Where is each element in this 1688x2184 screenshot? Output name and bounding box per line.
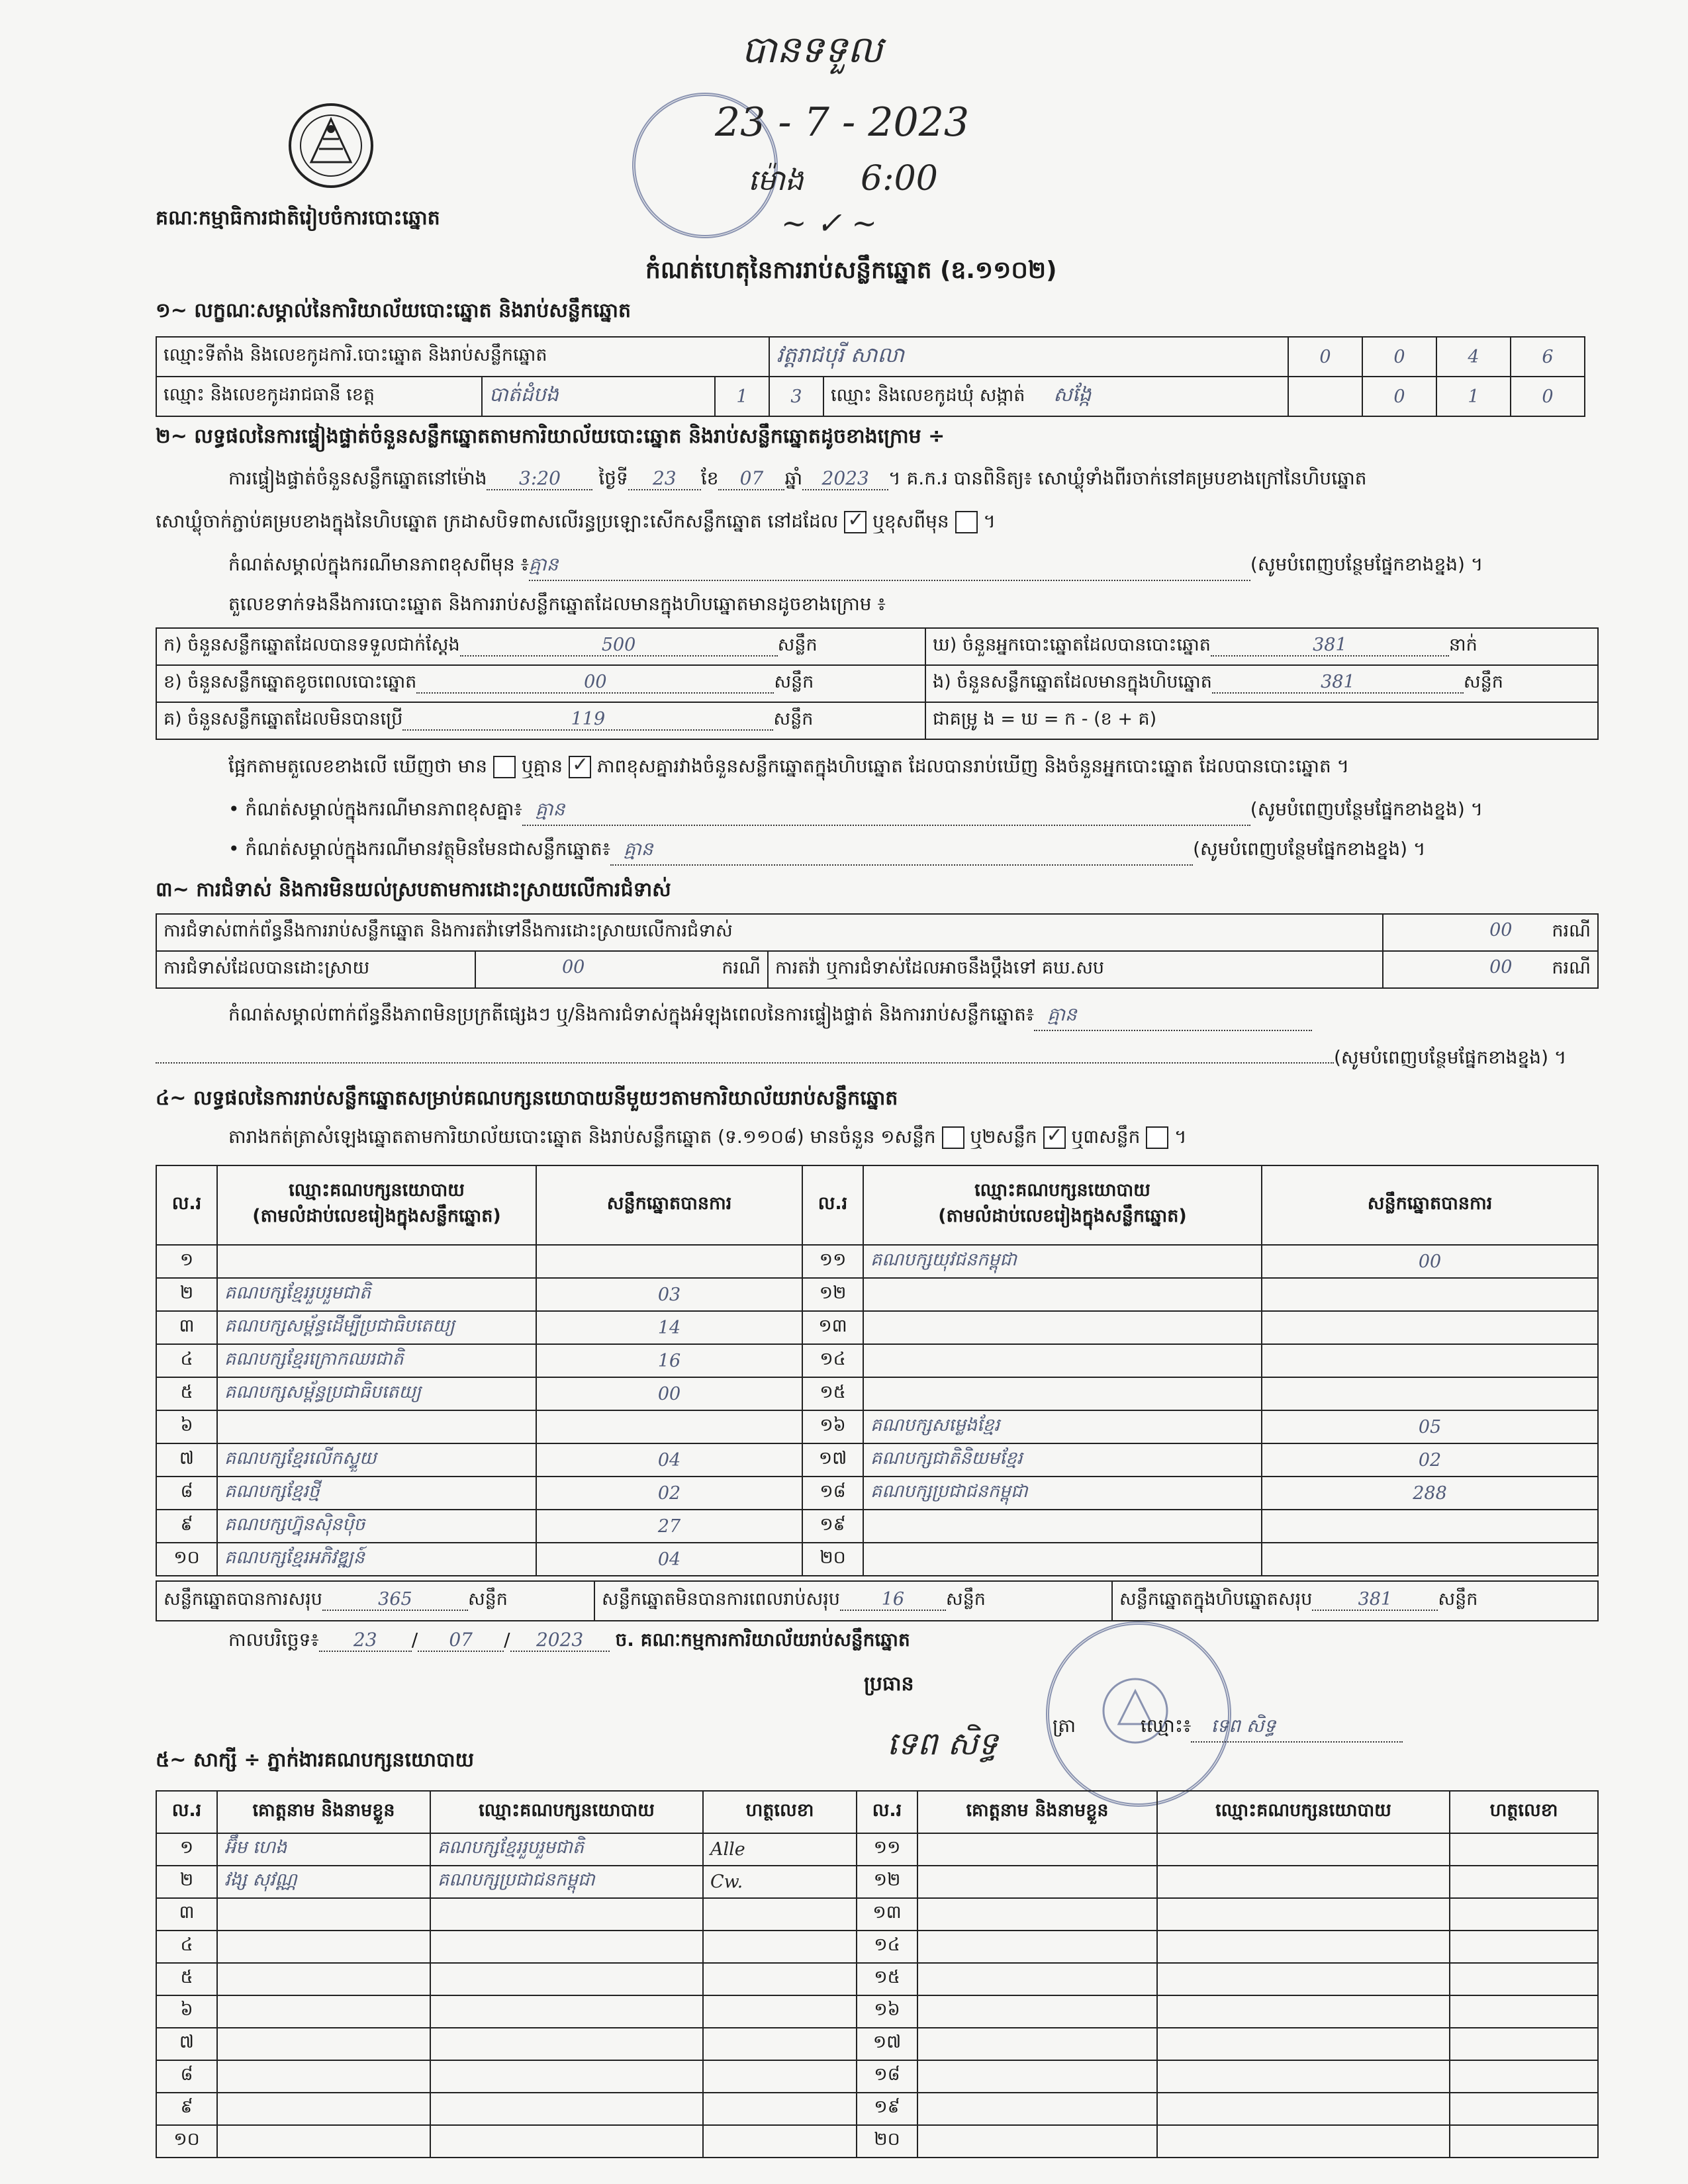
witness-no: ៦ bbox=[156, 1995, 217, 2028]
document-title: កំណត់ហេតុនៃការរាប់សន្លឹកឆ្នោត (ឧ.១១០២) bbox=[645, 257, 1057, 284]
results-party bbox=[217, 1410, 536, 1443]
results-col-party-left: ឈ្មោះគណបក្សនយោបាយ (តាមលំដាប់លេខរៀងក្នុងសន្លឹកឆ្នោត) bbox=[217, 1165, 536, 1245]
commune-code-empty bbox=[1288, 377, 1362, 416]
results-no: ១៣ bbox=[802, 1311, 863, 1344]
witness-col-sign-right: ហត្ថលេខា bbox=[1450, 1791, 1598, 1833]
results-row bbox=[156, 1410, 1598, 1443]
spoiled-ballots-cell: ខ) ចំនួនសន្លឹកឆ្នោតខូចពេលបោះឆ្នោត 00 សន្លឹក bbox=[156, 665, 925, 702]
results-row bbox=[156, 1543, 1598, 1576]
witness-col-name-right: គោត្តនាម និងនាមខ្លួន bbox=[917, 1791, 1157, 1833]
witness-signature bbox=[1450, 2093, 1598, 2125]
results-party: គណបក្សខ្មែរអភិវឌ្ឍន៍ bbox=[217, 1543, 536, 1576]
results-party bbox=[863, 1344, 1262, 1377]
witness-name bbox=[917, 1898, 1157, 1931]
witness-signature bbox=[1450, 2125, 1598, 2158]
witness-signature bbox=[703, 2028, 857, 2060]
witness-col-party-left: ឈ្មោះគណបក្សនយោបាយ bbox=[430, 1791, 703, 1833]
results-no: ១៩ bbox=[802, 1510, 863, 1543]
witness-party bbox=[430, 1898, 703, 1931]
results-party: គណបក្សប្រជាជនកម្ពុជា bbox=[863, 1477, 1262, 1510]
witness-signature bbox=[703, 1963, 857, 1995]
witness-name bbox=[217, 2028, 430, 2060]
results-no: ២ bbox=[156, 1278, 217, 1311]
results-votes bbox=[1262, 1377, 1598, 1410]
box-ballots-cell: ង) ចំនួនសន្លឹកឆ្នោតដែលមានក្នុងហិបឆ្នោត 381 សន្លឹក bbox=[925, 665, 1598, 702]
witness-row bbox=[156, 2093, 1598, 2125]
witness-party: គណបក្សខ្មែររួបរួមជាតិ bbox=[430, 1833, 703, 1866]
witness-party bbox=[1157, 2028, 1450, 2060]
witness-col-sign-left: ហត្ថលេខា bbox=[703, 1791, 857, 1833]
results-col-party-right: ឈ្មោះគណបក្សនយោបាយ (តាមលំដាប់លេខរៀងក្នុងសន្លឹកឆ្នោត) bbox=[863, 1165, 1262, 1245]
witness-name bbox=[917, 2093, 1157, 2125]
province-code-2: 3 bbox=[769, 377, 823, 416]
results-party: គណបក្សខ្មែររួបរួមជាតិ bbox=[217, 1278, 536, 1311]
resolved-label: ការជំទាស់ដែលបានដោះស្រាយ bbox=[156, 951, 475, 988]
witness-signature bbox=[1450, 1833, 1598, 1866]
witness-name bbox=[217, 1995, 430, 2028]
signing-date-line: កាលបរិច្ឆេទ៖ 23 / 07 / 2023 ច. គណៈកម្មការការិយាល័យរាប់សន្លឹកឆ្នោត bbox=[228, 1629, 910, 1651]
witness-col-party-right: ឈ្មោះគណបក្សនយោបាយ bbox=[1157, 1791, 1450, 1833]
results-col-no-left: ល.រ bbox=[156, 1165, 217, 1245]
witness-row bbox=[156, 1963, 1598, 1995]
results-votes bbox=[1262, 1278, 1598, 1311]
results-no: ២០ bbox=[802, 1543, 863, 1576]
province-code-1: 1 bbox=[715, 377, 769, 416]
change-note-line: កំណត់សម្គាល់ក្នុងករណីមានភាពខុសពីមុន ៖គ្មាន (សូមបំពេញបន្ថែមផ្នែកខាងខ្នង) ។ bbox=[228, 553, 1483, 581]
witness-no: ២០ bbox=[857, 2125, 917, 2158]
formula-cell: ជាគម្រូ ង = ឃ = ក - (ខ + គ) bbox=[925, 702, 1598, 739]
province-label: ឈ្មោះ និងលេខកូដរាជធានី ខេត្ត bbox=[156, 377, 482, 416]
results-votes bbox=[1262, 1311, 1598, 1344]
party-results-table bbox=[156, 1165, 1599, 1576]
witness-name bbox=[917, 2125, 1157, 2158]
results-no: ១០ bbox=[156, 1543, 217, 1576]
location-code-2: 0 bbox=[1362, 337, 1436, 377]
three-sheets-checkbox[interactable] bbox=[1146, 1126, 1168, 1149]
witness-party bbox=[1157, 1898, 1450, 1931]
results-votes bbox=[1262, 1543, 1598, 1576]
unchanged-checkbox[interactable] bbox=[844, 511, 867, 533]
results-votes: 16 bbox=[536, 1344, 802, 1377]
results-no: ១៦ bbox=[802, 1410, 863, 1443]
results-col-votes-right: សន្លឹកឆ្នោតបានការ bbox=[1262, 1165, 1598, 1245]
results-votes bbox=[1262, 1344, 1598, 1377]
witness-no: ១០ bbox=[156, 2125, 217, 2158]
commune-label-cell: ឈ្មោះ និងលេខកូដឃុំ សង្កាត់ សង្កែ bbox=[823, 377, 1288, 416]
results-no: ៣ bbox=[156, 1311, 217, 1344]
witness-signature bbox=[703, 2093, 857, 2125]
witness-col-no-left: ល.រ bbox=[156, 1791, 217, 1833]
results-no: ១៥ bbox=[802, 1377, 863, 1410]
nec-logo-icon bbox=[285, 99, 377, 192]
received-time: 6:00 bbox=[861, 159, 938, 199]
witness-name bbox=[917, 1866, 1157, 1898]
results-votes bbox=[536, 1245, 802, 1278]
results-votes: 02 bbox=[536, 1477, 802, 1510]
results-party bbox=[863, 1311, 1262, 1344]
location-code-4: 6 bbox=[1511, 337, 1585, 377]
verification-line-1: ការផ្ទៀងផ្ទាត់ចំនួនសន្លឹកឆ្នោតនៅម៉ោង 3:20 ថ្ងៃទី 23 ខែ 07 ឆ្នាំ 2023 ។ គ.ក.រ បានពិនិត្យ៖ សោឃ្លុំទាំងពីរចាក់នៅគម្របខាងក្រៅនៃហិបឆ្នោត bbox=[228, 467, 1367, 489]
witness-signature bbox=[703, 1931, 857, 1963]
witness-name: វង្ស សុវណ្ណ bbox=[217, 1866, 430, 1898]
witness-row bbox=[156, 1931, 1598, 1963]
witness-no: ១៥ bbox=[857, 1963, 917, 1995]
witness-row bbox=[156, 2028, 1598, 2060]
results-no: ១ bbox=[156, 1245, 217, 1278]
results-votes: 00 bbox=[1262, 1245, 1598, 1278]
results-row bbox=[156, 1278, 1598, 1311]
results-party bbox=[863, 1510, 1262, 1543]
witness-party bbox=[430, 2093, 703, 2125]
witness-party bbox=[430, 2028, 703, 2060]
witness-no: ២ bbox=[156, 1866, 217, 1898]
received-date: 23 - 7 - 2023 bbox=[715, 99, 970, 146]
witness-no: ១៦ bbox=[857, 1995, 917, 2028]
results-no: ១២ bbox=[802, 1278, 863, 1311]
witness-row bbox=[156, 1898, 1598, 1931]
received-ballots-cell: ក) ចំនួនសន្លឹកឆ្នោតដែលបានទទួលជាក់ស្តែង 500 សន្លឹក bbox=[156, 628, 925, 665]
results-party: គណបក្សជាតិនិយមខ្មែរ bbox=[863, 1443, 1262, 1477]
results-row bbox=[156, 1510, 1598, 1543]
irregularity-note: កំណត់សម្គាល់ពាក់ព័ន្ធនឹងភាពមិនប្រក្រតីផ្សេងៗ ឬ/និងការជំទាស់ក្នុងអំឡុងពេលនៃការផ្ទៀងផ្ទាត់ និងការរាប់សន្លឹកឆ្នោត៖ គ្មាន bbox=[228, 1003, 1312, 1031]
one-sheet-checkbox[interactable] bbox=[942, 1126, 964, 1149]
org-name: គណៈកម្មាធិការជាតិរៀបចំការបោះឆ្នោត bbox=[156, 206, 440, 230]
results-votes: 14 bbox=[536, 1311, 802, 1344]
witness-signature bbox=[703, 1898, 857, 1931]
witness-party bbox=[1157, 1931, 1450, 1963]
witness-row bbox=[156, 2060, 1598, 2093]
results-party: គណបក្សសម្ព័ន្ធប្រជាធិបតេយ្យ bbox=[217, 1377, 536, 1410]
witness-signature bbox=[703, 1995, 857, 2028]
section5-heading: ៥~ សាក្សី ÷ ភ្នាក់ងារគណបក្សនយោបាយ bbox=[156, 1749, 475, 1772]
results-party bbox=[863, 1543, 1262, 1576]
witness-name bbox=[217, 1931, 430, 1963]
witness-col-no-right: ល.រ bbox=[857, 1791, 917, 1833]
results-party bbox=[217, 1245, 536, 1278]
results-votes: 27 bbox=[536, 1510, 802, 1543]
results-row bbox=[156, 1245, 1598, 1278]
witness-no: ៧ bbox=[156, 2028, 217, 2060]
witness-signature bbox=[1450, 1995, 1598, 2028]
witness-party bbox=[1157, 2125, 1450, 2158]
witness-name bbox=[217, 2060, 430, 2093]
results-no: ៧ bbox=[156, 1443, 217, 1477]
commune-code-2: 1 bbox=[1436, 377, 1511, 416]
results-row bbox=[156, 1477, 1598, 1510]
changed-checkbox[interactable] bbox=[955, 511, 978, 533]
witness-name bbox=[917, 1931, 1157, 1963]
witness-table bbox=[156, 1790, 1599, 2158]
witness-no: ៩ bbox=[156, 2093, 217, 2125]
discrepancy-line: ផ្អែកតាមតួលេខខាងលើ ឃើញថា មាន ឬគ្មាន ✓ ភាពខុសគ្នារវាងចំនួនសន្លឹកឆ្នោតក្នុងហិបឆ្នោត ដែលបានរាប់ឃើញ និងចំនួនអ្នកបោះឆ្នោត ដែលបានបោះឆ្នោត ។ bbox=[228, 754, 1349, 782]
voters-cell: ឃ) ចំនួនអ្នកបោះឆ្នោតដែលបានបោះឆ្នោត 381 នាក់ bbox=[925, 628, 1598, 665]
witness-no: ១៣ bbox=[857, 1898, 917, 1931]
appeal-count-cell: 00 ករណី bbox=[1383, 951, 1598, 988]
figures-intro: តួលេខទាក់ទងនឹងការបោះឆ្នោត និងការរាប់សន្លឹកឆ្នោតដែលមានក្នុងហិបឆ្នោតមានដូចខាងក្រោម ៖ bbox=[228, 593, 886, 615]
witness-name: អ៊ឹម ហេង bbox=[217, 1833, 430, 1866]
total-box-cell: សន្លឹកឆ្នោតក្នុងហិបឆ្នោតសរុប 381 សន្លឹក bbox=[1112, 1581, 1598, 1621]
results-row bbox=[156, 1311, 1598, 1344]
results-no: ៨ bbox=[156, 1477, 217, 1510]
discrepancy-yes-checkbox[interactable] bbox=[493, 756, 516, 778]
results-totals-table bbox=[156, 1580, 1599, 1621]
witness-party bbox=[430, 1995, 703, 2028]
witness-no: ១២ bbox=[857, 1866, 917, 1898]
witness-name bbox=[917, 2060, 1157, 2093]
witness-party bbox=[1157, 1995, 1450, 2028]
witness-party bbox=[1157, 2093, 1450, 2125]
witness-name bbox=[917, 1995, 1157, 2028]
commune-code-1: 0 bbox=[1362, 377, 1436, 416]
results-no: ១៧ bbox=[802, 1443, 863, 1477]
witness-name bbox=[917, 1833, 1157, 1866]
location-value: វត្តរាជបុរី សាលា bbox=[769, 337, 1288, 377]
objection-count-cell: 00 ករណី bbox=[1383, 914, 1598, 951]
results-votes: 288 bbox=[1262, 1477, 1598, 1510]
witness-name bbox=[217, 1963, 430, 1995]
results-votes: 02 bbox=[1262, 1443, 1598, 1477]
results-party bbox=[863, 1278, 1262, 1311]
witness-no: ៤ bbox=[156, 1931, 217, 1963]
section2-heading: ២~ លទ្ធផលនៃការផ្ទៀងផ្ទាត់ចំនួនសន្លឹកឆ្នោតតាមការិយាល័យបោះឆ្នោត និងរាប់សន្លឹកឆ្នោតដូចខាងក្រោម ÷ bbox=[156, 425, 945, 448]
total-valid-cell: សន្លឹកឆ្នោតបានការសរុប 365 សន្លឹក bbox=[156, 1581, 594, 1621]
received-signature: ~ ✓ ~ bbox=[781, 205, 877, 241]
results-votes: 04 bbox=[536, 1543, 802, 1576]
foreign-object-note: • កំណត់សម្គាល់ក្នុងករណីមានវត្ថុមិនមែនជាសន្លឹកឆ្នោត៖ គ្មាន (សូមបំពេញបន្ថែមផ្នែកខាងខ្នង) ។ bbox=[228, 837, 1425, 866]
witness-no: ១ bbox=[156, 1833, 217, 1866]
results-votes: 00 bbox=[536, 1377, 802, 1410]
results-votes bbox=[536, 1410, 802, 1443]
results-row bbox=[156, 1443, 1598, 1477]
results-no: ១១ bbox=[802, 1245, 863, 1278]
chair-seal-name-line: ត្រា ឈ្មោះ៖ ទេព សិទ្ធ bbox=[1053, 1714, 1403, 1743]
total-invalid-cell: សន្លឹកឆ្នោតមិនបានការពេលរាប់សរុប 16 សន្លឹក bbox=[594, 1581, 1112, 1621]
received-time-label: ម៉ោង bbox=[748, 163, 804, 197]
section1-table bbox=[156, 336, 1585, 417]
appeal-label: ការតវ៉ា ឬការជំទាស់ដែលអាចនឹងប្តឹងទៅ គឃ.សប bbox=[768, 951, 1383, 988]
results-no: ៦ bbox=[156, 1410, 217, 1443]
witness-signature: Cw. bbox=[703, 1866, 857, 1898]
results-col-votes-left: សន្លឹកឆ្នោតបានការ bbox=[536, 1165, 802, 1245]
results-no: ១៨ bbox=[802, 1477, 863, 1510]
section3-table bbox=[156, 913, 1599, 989]
witness-no: ១១ bbox=[857, 1833, 917, 1866]
witness-row bbox=[156, 1833, 1598, 1866]
province-value: បាត់ដំបង bbox=[482, 377, 715, 416]
witness-party bbox=[1157, 1833, 1450, 1866]
witness-signature bbox=[1450, 1963, 1598, 1995]
results-row bbox=[156, 1344, 1598, 1377]
witness-row bbox=[156, 1995, 1598, 2028]
witness-no: ១៨ bbox=[857, 2060, 917, 2093]
witness-party bbox=[430, 1931, 703, 1963]
results-party: គណបក្សខ្មែរថ្មី bbox=[217, 1477, 536, 1510]
witness-row bbox=[156, 2125, 1598, 2158]
witness-name bbox=[217, 2125, 430, 2158]
results-votes: 03 bbox=[536, 1278, 802, 1311]
results-party: គណបក្សខ្មែរក្រោកឈរជាតិ bbox=[217, 1344, 536, 1377]
commune-code-3: 0 bbox=[1511, 377, 1585, 416]
witness-no: ៣ bbox=[156, 1898, 217, 1931]
irregularity-note-cont: (សូមបំពេញបន្ថែមផ្នែកខាងខ្នង) ។ bbox=[156, 1046, 1566, 1073]
witness-party bbox=[430, 2060, 703, 2093]
tally-sheet-count-line: តារាងកត់ត្រាសំឡេងឆ្នោតតាមការិយាល័យបោះឆ្នោត និងរាប់សន្លឹកឆ្នោត (ទ.១១០៨) មានចំនួន ១សន្លឹក ឬ២សន្លឹក ✓ ឬ៣សន្លឹក ។ bbox=[228, 1125, 1187, 1152]
results-party: គណបក្សយុវជនកម្ពុជា bbox=[863, 1245, 1262, 1278]
section4-heading: ៤~ លទ្ធផលនៃការរាប់សន្លឹកឆ្នោតសម្រាប់គណបក្សនយោបាយនីមួយៗតាមការិយាល័យរាប់សន្លឹកឆ្នោត bbox=[156, 1087, 898, 1110]
witness-row bbox=[156, 1866, 1598, 1898]
results-party: គណបក្សសម្ព័ន្ធដើម្បីប្រជាធិបតេយ្យ bbox=[217, 1311, 536, 1344]
results-party: គណបក្សខ្មែរលើកស្ទួយ bbox=[217, 1443, 536, 1477]
witness-name bbox=[917, 2028, 1157, 2060]
results-party: គណបក្សសម្លេងខ្មែរ bbox=[863, 1410, 1262, 1443]
chairperson-label: ប្រធាន bbox=[864, 1672, 914, 1696]
chair-signature: ទេព សិទ្ធ bbox=[887, 1725, 998, 1762]
unused-ballots-cell: គ) ចំនួនសន្លឹកឆ្នោតដែលមិនបានប្រើ 119 សន្លឹក bbox=[156, 702, 925, 739]
witness-signature bbox=[703, 2125, 857, 2158]
witness-col-name-left: គោត្តនាម និងនាមខ្លួន bbox=[217, 1791, 430, 1833]
discrepancy-note: • កំណត់សម្គាល់ក្នុងករណីមានភាពខុសគ្នា៖ គ្មាន (សូមបំពេញបន្ថែមផ្នែកខាងខ្នង) ។ bbox=[228, 797, 1483, 826]
resolved-count-cell: 00 ករណី bbox=[475, 951, 768, 988]
witness-name bbox=[217, 2093, 430, 2125]
section2-figures-table bbox=[156, 627, 1599, 740]
witness-name bbox=[917, 1963, 1157, 1995]
results-party bbox=[863, 1377, 1262, 1410]
two-sheets-checkbox[interactable] bbox=[1043, 1126, 1066, 1149]
witness-no: ១៤ bbox=[857, 1931, 917, 1963]
results-votes: 05 bbox=[1262, 1410, 1598, 1443]
section3-heading: ៣~ ការជំទាស់ និងការមិនយល់ស្របតាមការដោះស្រាយលើការជំទាស់ bbox=[156, 878, 671, 901]
witness-party bbox=[1157, 2060, 1450, 2093]
witness-name bbox=[217, 1898, 430, 1931]
witness-signature bbox=[1450, 1931, 1598, 1963]
location-code-3: 4 bbox=[1436, 337, 1511, 377]
witness-party bbox=[1157, 1963, 1450, 1995]
discrepancy-no-checkbox[interactable] bbox=[569, 756, 591, 778]
results-no: ១៤ bbox=[802, 1344, 863, 1377]
location-code-1: 0 bbox=[1288, 337, 1362, 377]
results-col-no-right: ល.រ bbox=[802, 1165, 863, 1245]
witness-signature bbox=[1450, 2028, 1598, 2060]
witness-signature bbox=[1450, 2060, 1598, 2093]
results-no: ៩ bbox=[156, 1510, 217, 1543]
results-party: គណបក្សហ្វ៊ុនស៊ិនប៉ិច bbox=[217, 1510, 536, 1543]
witness-no: ១៧ bbox=[857, 2028, 917, 2060]
witness-signature bbox=[1450, 1866, 1598, 1898]
results-no: ៥ bbox=[156, 1377, 217, 1410]
results-no: ៤ bbox=[156, 1344, 217, 1377]
witness-no: ៥ bbox=[156, 1963, 217, 1995]
results-votes bbox=[1262, 1510, 1598, 1543]
objection-label: ការជំទាស់ពាក់ព័ន្ធនឹងការរាប់សន្លឹកឆ្នោត និងការតវ៉ាទៅនឹងការដោះស្រាយលើការជំទាស់ bbox=[156, 914, 1383, 951]
section1-heading: ១~ លក្ខណៈសម្គាល់នៃការិយាល័យបោះឆ្នោត និងរាប់សន្លឹកឆ្នោត bbox=[156, 299, 632, 322]
received-note: បានទទួល bbox=[741, 28, 883, 71]
witness-party: គណបក្សប្រជាជនកម្ពុជា bbox=[430, 1866, 703, 1898]
witness-party bbox=[1157, 1866, 1450, 1898]
witness-no: ១៩ bbox=[857, 2093, 917, 2125]
witness-signature bbox=[703, 2060, 857, 2093]
witness-signature: Alle bbox=[703, 1833, 857, 1866]
witness-no: ៨ bbox=[156, 2060, 217, 2093]
results-votes: 04 bbox=[536, 1443, 802, 1477]
verification-line-2: សោឃ្លុំចាក់ភ្ជាប់គម្របខាងក្នុងនៃហិបឆ្នោត ក្រដាសបិទពាសលើរន្ធប្រឡោះសើកសន្លឹកឆ្នោត នៅដដែល ✓ ឬខុសពីមុន ។ bbox=[156, 510, 996, 537]
witness-party bbox=[430, 2125, 703, 2158]
witness-signature bbox=[1450, 1898, 1598, 1931]
location-label: ឈ្មោះទីតាំង និងលេខកូដការិ.បោះឆ្នោត និងរាប់សន្លឹកឆ្នោត bbox=[156, 337, 769, 377]
witness-party bbox=[430, 1963, 703, 1995]
results-row bbox=[156, 1377, 1598, 1410]
